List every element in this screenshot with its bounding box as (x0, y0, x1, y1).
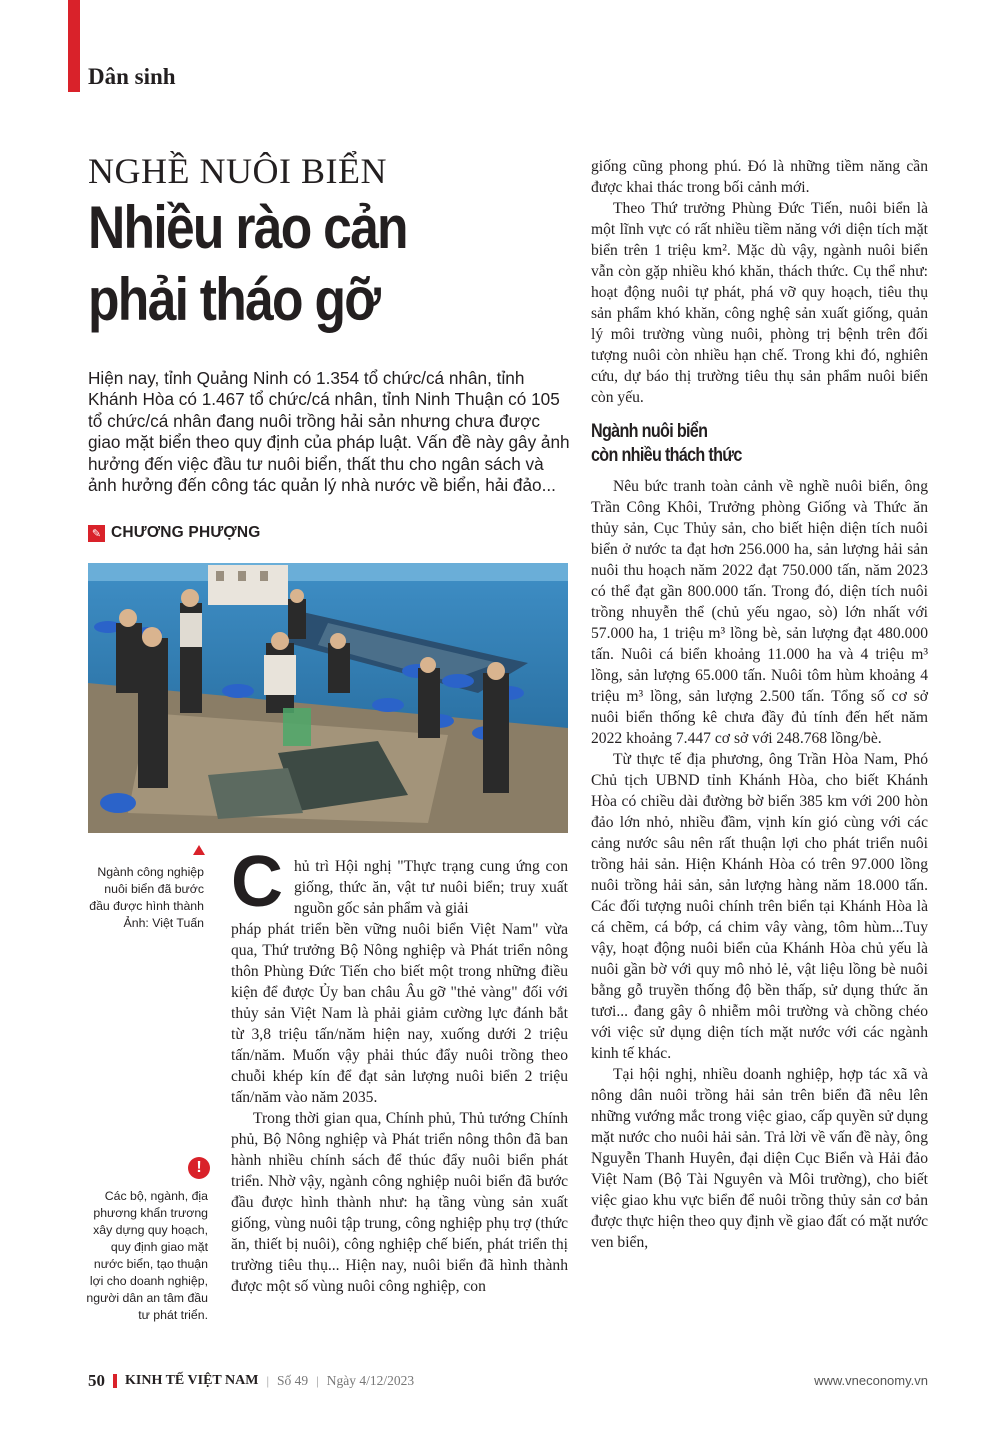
subheading-line: Ngành nuôi biển (591, 421, 708, 442)
article-column-right (591, 156, 928, 1253)
pull-quote: Các bộ, ngành, địa phương khẩn trương xây dựng quy hoạch, quy định giao mặt nước biển, tạo thuận lợi cho doanh nghiệp, người dân an tâm đầu tư phát triển. (86, 1189, 208, 1322)
section-label: Dân sinh (88, 64, 176, 89)
issue-number: Số 49 (277, 1373, 309, 1388)
byline (88, 524, 261, 542)
exclamation-icon: ! (188, 1157, 210, 1179)
issue-date: Ngày 4/12/2023 (326, 1373, 415, 1388)
body-paragraph: Theo Thứ trưởng Phùng Đức Tiến, nuôi biển là một lĩnh vực có rất nhiều tiềm năng với diện tích mặt biển trên 1 triệu km². Mặc dù vậy, ngành nuôi biển vẫn còn gặp nhiều khó khăn, thách thức. Cụ thể như: hoạt động nuôi tự phát, phá vỡ quy hoạch, tiêu thụ sản phẩm khó khăn, công nghệ sản xuất giống, quản lý môi trường vùng nuôi, phòng trị bệnh trên đối tượng nuôi còn nhiều hạn chế. Trong khi đó, nghiên cứu, dự báo thị trường tiêu thụ sản phẩm nuôi biển còn yếu. (591, 200, 928, 406)
headline: Nhiều rào cản phải tháo gỡ (88, 194, 407, 333)
website-link[interactable]: www.vneconomy.vn (814, 1373, 928, 1388)
triangle-up-icon (193, 845, 205, 855)
subheading-line: còn nhiều thách thức (591, 445, 742, 466)
body-paragraph: Trong thời gian qua, Chính phủ, Thủ tướng Chính phủ, Bộ Nông nghiệp và Phát triển nông thôn đã ban hành nhiều chính sách để thúc đẩy nuôi biển phát triển. Nhờ vậy, ngành công nghiệp nuôi biển đã bước đầu được hình thành như: hạ tầng vùng sản xuất giống, vùng nuôi tập trung, công nghiệp phụ trợ (thức ăn, thiết bị nuôi), công nghiệp chế biến, phát triển thị trường tiêu thụ... Hiện nay, nuôi biển đã hình thành được một số vùng nuôi công nghiệp, con (231, 1110, 568, 1295)
footer-separator: | (316, 1373, 319, 1388)
page-footer (88, 1371, 414, 1391)
article-first-lines (294, 856, 568, 919)
section-accent-bar (68, 0, 80, 92)
body-paragraph: Nêu bức tranh toàn cảnh về nghề nuôi biển, ông Trần Công Khôi, Trưởng phòng Giống và Thức ăn thủy sản, Cục Thủy sản, cho biết hiện diện tích nuôi biển ở nước ta đạt hơn 256.000 ha, sản lượng hải sản nuôi thu hoạch năm 2022 đạt 750.000 tấn, năm 2023 có thể đạt gần 800.000 tấn. Trong đó, diện tích nuôi trồng nhuyễn thể (chủ yếu ngao, sò) lớn nhất với 57.000 ha, 1 triệu m³ lồng bè, sản lượng đạt 480.000 tấn. Nuôi cá biển khoảng 11.000 ha và 4 triệu m³ lồng, sản lượng 65.000 tấn. Nuôi tôm hùm khoảng 4 triệu m³ lồng, sản lượng 2.500 tấn. Tổng số cơ sở nuôi biển thống kê chưa đầy đủ tính đến hết năm 2022 khoảng 7.447 cơ sở với 248.768 lồng/bè. (591, 478, 928, 747)
article-column-middle (231, 919, 568, 1297)
drop-cap: C (231, 842, 283, 922)
pen-icon: ✎ (88, 525, 105, 542)
page-number: 50 (88, 1371, 105, 1390)
body-paragraph: hủ trì Hội nghị "Thực trạng cung ứng con giống, thức ăn, vật tư nuôi biển; truy xuất nguồn gốc sản phẩm và giải (294, 858, 568, 917)
footer-accent-bar (113, 1374, 117, 1388)
author-name: CHƯƠNG PHƯỢNG (111, 524, 261, 541)
kicker: NGHỀ NUÔI BIỂN (88, 151, 387, 191)
fish-farm-photo (88, 563, 568, 833)
magazine-name: KINH TẾ VIỆT NAM (125, 1373, 259, 1388)
body-paragraph: giống cũng phong phú. Đó là những tiềm năng cần được khai thác trong bối cảnh mới. (591, 158, 928, 196)
body-paragraph: Từ thực tế địa phương, ông Trần Hòa Nam, Phó Chủ tịch UBND tỉnh Khánh Hòa, cho biết Khánh Hòa có chiều dài đường bờ biển 385 km với 200 hòn đảo lớn nhỏ, nhiều đầm, vịnh kín gió cùng với các cảng nước sâu nên rất thuận lợi cho phát triển nuôi trồng hải sản. Hiện Khánh Hòa có trên 97.000 lồng nuôi trồng hải sản, sản lượng hàng năm 18.000 tấn. Các đối tượng nuôi chính trên biển tại Khánh Hòa là cá chẽm, cá bớp, cá chim vây vàng, tôm hùm...Tuy vậy, hoạt động nuôi biển của Khánh Hòa chủ yếu là nuôi gần bờ với quy mô nhỏ lẻ, vật liệu lồng bè nuôi bằng gỗ truyền thống độ bền thấp, sử dụng thức ăn tươi... đang gây ô nhiễm môi trường và chồng chéo với việc sử dụng diện tích mặt nước với các ngành kinh tế khác. (591, 751, 928, 1062)
body-paragraph: pháp phát triển bền vững nuôi biển Việt Nam" vừa qua, Thứ trưởng Bộ Nông nghiệp và Phát triển nông thôn Phùng Đức Tiến cho biết một trong những điều kiện để được Ủy ban châu Âu gỡ "thẻ vàng" đối với thủy sản Việt Nam là phải giảm cường lực đánh bắt từ 3,8 triệu tấn/năm hiện nay, xuống dưới 2 triệu tấn/năm. Muốn vậy phải thúc đẩy nuôi trồng theo chuỗi khép kín để đạt sản lượng nuôi biển 2 triệu tấn/năm vào năm 2035. (231, 921, 568, 1106)
subheading (591, 420, 877, 468)
footer-separator: | (266, 1373, 270, 1388)
body-paragraph: Tại hội nghị, nhiều doanh nghiệp, hợp tác xã và nông dân nuôi trồng hải sản trên biển đã nêu lên những vướng mắc trong việc giao, cấp quyền sử dụng mặt nước cho nuôi hải sản. Trả lời về vấn đề này, ông Nguyễn Thanh Huyên, đại diện Cục Biển và Hải đảo Việt Nam (Bộ Tài Nguyên và Môi trường), cho biết việc giao khu vực biển để nuôi trồng thủy sản cơ bản được thực hiện theo quy định về giao đất có mặt nước ven biển, (591, 1066, 928, 1251)
lead-paragraph: Hiện nay, tỉnh Quảng Ninh có 1.354 tổ chức/cá nhân, tỉnh Khánh Hòa có 1.467 tổ chức/cá nhân, tỉnh Ninh Thuận có 105 tổ chức/cá nhân đang nuôi trồng hải sản nhưng chưa được giao mặt biển theo quy định của pháp luật. Vấn đề này gây ảnh hưởng đến việc đầu tư nuôi biển, thất thu cho ngân sách và ảnh hưởng đến công tác quản lý nhà nước về biển, hải đảo... (88, 368, 570, 496)
photo-caption: Ngành công nghiệp nuôi biển đã bước đầu được hình thành Ảnh: Việt Tuấn (89, 865, 204, 930)
